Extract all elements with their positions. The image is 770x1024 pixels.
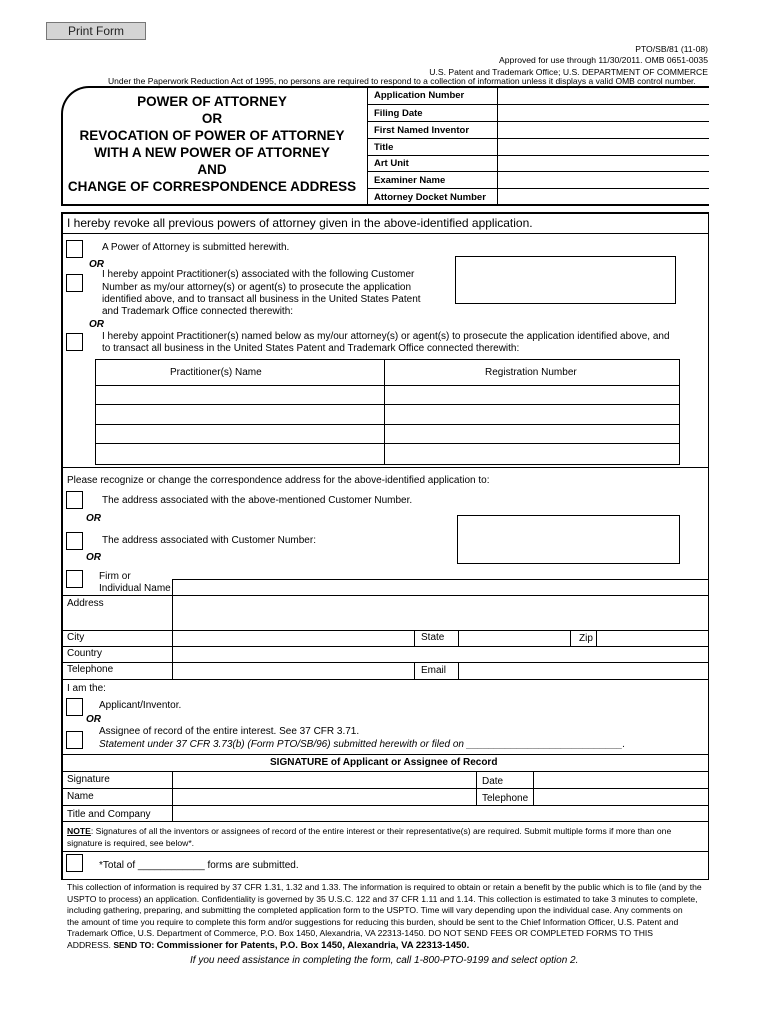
registration-number-input[interactable] [387, 445, 677, 462]
statement-label: Statement under 37 CFR 3.73(b) (Form PTO/SB/96) submitted herewith or filed on ____________________________. [99, 739, 626, 750]
title-company-label: Title and Company [67, 809, 151, 820]
total-prefix: *Total of [99, 860, 136, 871]
title-input[interactable] [499, 140, 707, 154]
registration-number-header: Registration Number [485, 367, 577, 378]
date-input[interactable] [535, 773, 708, 787]
signature-heading: SIGNATURE of Applicant or Assignee of Record [270, 757, 498, 768]
i-am-label: I am the: [67, 683, 106, 694]
signature-label: Signature [67, 774, 110, 785]
registration-number-input[interactable] [387, 387, 677, 403]
note-line-1 [67, 826, 671, 837]
individual-name-label: Individual Name [99, 583, 171, 594]
appoint-named-text-1: I hereby appoint Practitioner(s) named below as my/our attorney(s) or agent(s) to prosecute the application identified above, and [102, 331, 670, 342]
paperwork-notice: Under the Paperwork Reduction Act of 1995, no persons are required to respond to a collection of information unless it displays a valid OMB control number. [108, 76, 696, 86]
address-label: Address [67, 598, 104, 609]
practitioner-name-input[interactable] [97, 426, 382, 442]
form-id: PTO/SB/81 (11-08) [635, 44, 708, 54]
address-input[interactable] [174, 597, 708, 629]
docket-number-input[interactable] [499, 190, 707, 203]
application-number-input[interactable] [499, 88, 707, 103]
filing-date-label: Filing Date [374, 108, 423, 119]
filing-date-input[interactable] [499, 106, 707, 120]
corr-other-customer-label: The address associated with Customer Number: [102, 535, 316, 546]
docket-number-label: Attorney Docket Number [374, 192, 486, 203]
corr-customer-label: The address associated with the above-mentioned Customer Number. [102, 495, 413, 506]
burden-statement: This collection of information is required by 37 CFR 1.31, 1.32 and 1.33. The information is required to obtain or retain a benefit by the public which is to file (and by the USPTO to process) an application. Confidentiality is governed by 35 U.S.C. 122 and 37 CFR 1.11 and 1.14. This collection is estimated to take 3 minutes to complete, including gathering, preparing, and submitting the completed application form to the USPTO. Time will vary depending upon the individual case. Any comments on the amount of time you require to complete this form and/or suggestions for reducing this burden, should be sent to the Chief Information Officer, U.S. Patent and Trademark Office, U.S. Department of Commerce, P.O. Box 1450, Alexandria, VA 22313-1450. DO NOT SEND FEES OR COMPLETED FORMS TO THIS ADDRESS. SEND TO: Commissioner for Patents, P.O. Box 1450, Alexandria, VA 22313-1450. [67, 882, 702, 951]
country-label: Country [67, 648, 103, 659]
appoint-customer-text-1: I hereby appoint Practitioner(s) associated with the following Customer [102, 269, 415, 280]
title-label: Title [374, 142, 394, 153]
name-input[interactable] [174, 790, 475, 804]
application-number-label: Application Number [374, 90, 465, 101]
zip-label: Zip [579, 633, 593, 644]
registration-number-input[interactable] [387, 426, 677, 442]
email-label: Email [421, 665, 447, 676]
country-input[interactable] [174, 648, 708, 661]
state-input[interactable] [460, 632, 569, 645]
city-label: City [67, 632, 85, 643]
name-label: Name [67, 791, 94, 802]
total-forms-input[interactable]: ____________ [137, 860, 205, 871]
assignee-checkbox[interactable] [66, 731, 83, 749]
customer-number-input[interactable] [455, 256, 676, 304]
telephone-input[interactable] [174, 664, 413, 678]
firm-label: Firm or [99, 571, 131, 582]
poa-submitted-checkbox[interactable] [66, 240, 83, 258]
or-separator: OR [86, 513, 101, 524]
date-label: Date [482, 776, 504, 787]
state-label: State [421, 632, 445, 643]
poa-submitted-label: A Power of Attorney is submitted herewith. [102, 242, 290, 253]
omb-approval: Approved for use through 11/30/2011. OMB 0651-0035 [499, 55, 708, 65]
print-form-button[interactable]: Print Form [46, 22, 146, 40]
applicant-checkbox[interactable] [66, 698, 83, 716]
form-title: POWER OF ATTORNEY OR REVOCATION OF POWER OF ATTORNEY WITH A NEW POWER OF ATTORNEY AND CHANGE OF CORRESPONDENCE ADDRESS [67, 94, 357, 194]
corr-other-customer-checkbox[interactable] [66, 532, 83, 550]
city-input[interactable] [174, 632, 413, 645]
sig-telephone-input[interactable] [535, 790, 708, 804]
appoint-named-checkbox[interactable] [66, 333, 83, 351]
sig-telephone-label: Telephone [482, 793, 529, 804]
signature-input[interactable] [174, 773, 475, 787]
agency-line: U.S. Patent and Trademark Office; U.S. DEPARTMENT OF COMMERCE [429, 67, 708, 77]
practitioner-name-input[interactable] [97, 406, 382, 423]
or-separator: OR [89, 319, 104, 330]
corr-customer-checkbox[interactable] [66, 491, 83, 509]
correspondence-heading: Please recognize or change the correspondence address for the above-identified application to: [67, 475, 490, 486]
telephone-label: Telephone [67, 664, 114, 675]
email-input[interactable] [460, 664, 708, 678]
corr-firm-checkbox[interactable] [66, 570, 83, 588]
appoint-customer-text-2: Number as my/our attorney(s) or agent(s) to prosecute the application [102, 282, 412, 293]
art-unit-input[interactable] [499, 157, 707, 170]
total-forms-checkbox[interactable] [66, 854, 83, 872]
assignee-label: Assignee of record of the entire interest. See 37 CFR 3.71. [99, 726, 360, 737]
examiner-name-label: Examiner Name [374, 175, 446, 186]
or-separator: OR [86, 552, 101, 563]
appoint-customer-text-4: and Trademark Office connected therewith: [102, 306, 294, 317]
note-label: NOTE [67, 826, 91, 836]
note-line-2: signature is required, see below*. [67, 838, 195, 848]
note-text: : Signatures of all the inventors or assignees of record of the entire interest or their representative(s) are required. Submit multiple forms if more than one [90, 826, 672, 836]
examiner-name-input[interactable] [499, 173, 707, 187]
firm-name-input[interactable] [174, 581, 708, 594]
appoint-named-text-2: to transact all business in the United States Patent and Trademark Office connected therewith: [102, 343, 520, 354]
or-separator: OR [89, 259, 104, 270]
revoke-heading: I hereby revoke all previous powers of attorney given in the above-identified application. [67, 216, 533, 230]
practitioner-name-input[interactable] [97, 387, 382, 403]
first-inventor-label: First Named Inventor [374, 125, 470, 136]
first-inventor-input[interactable] [499, 123, 707, 137]
appoint-customer-text-3: identified above, and to transact all business in the United States Patent [102, 294, 421, 305]
total-suffix: forms are submitted. [207, 860, 299, 871]
total-forms-line [99, 860, 299, 872]
registration-number-input[interactable] [387, 406, 677, 423]
practitioner-name-input[interactable] [97, 445, 382, 462]
art-unit-label: Art Unit [374, 158, 409, 169]
corr-customer-number-input[interactable] [457, 515, 680, 564]
or-separator: OR [86, 714, 101, 725]
zip-input[interactable] [598, 632, 708, 645]
applicant-label: Applicant/Inventor. [99, 700, 182, 711]
appoint-customer-checkbox[interactable] [66, 274, 83, 292]
assistance-note: If you need assistance in completing the form, call 1-800-PTO-9199 and select option 2. [190, 955, 579, 966]
practitioner-name-header: Practitioner(s) Name [170, 367, 262, 378]
title-company-input[interactable] [174, 807, 708, 820]
